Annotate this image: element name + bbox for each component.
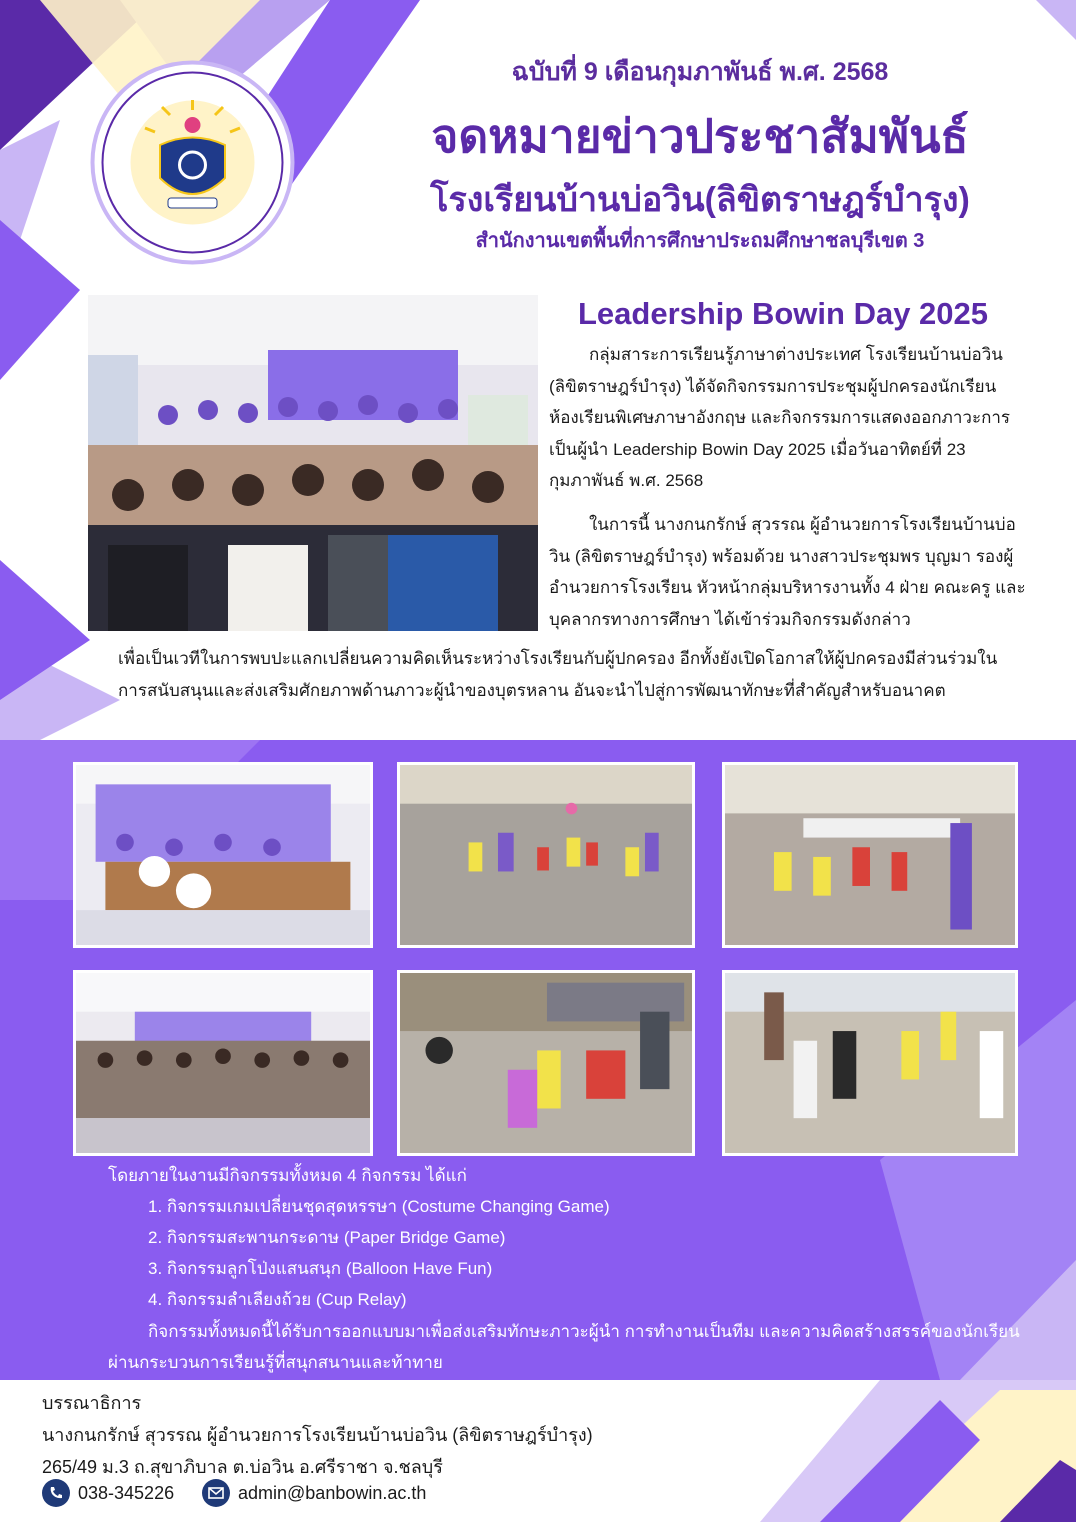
- school-address: 265/49 ม.3 ถ.สุขาภิบาล ต.บ่อวิน อ.ศรีราชา จ.ชลบุรี: [42, 1457, 443, 1477]
- phone-contact[interactable]: [42, 1479, 174, 1507]
- activity-item: 1. กิจกรรมเกมเปลี่ยนชุดสุดหรรษา (Costume Changing Game): [148, 1197, 610, 1216]
- issue-line: ฉบับที่ 9 เดือนกุมภาพันธ์ พ.ศ. 2568: [511, 58, 889, 86]
- gallery-photo-paper-bridge: [722, 762, 1018, 948]
- newsletter-title: จดหมายข่าวประชาสัมพันธ์: [431, 110, 969, 162]
- activity-item: 4. กิจกรรมลำเลียงถ้วย (Cup Relay): [148, 1290, 407, 1309]
- gallery-photo-meeting-panel: [73, 762, 373, 948]
- phone-number: 038-345226: [78, 1482, 175, 1503]
- education-office: สำนักงานเขตพื้นที่การศึกษาประถมศึกษาชลบุรีเขต 3: [475, 230, 925, 252]
- activity-item: 3. กิจกรรมลูกโป่งแสนสนุก (Balloon Have Fun): [148, 1259, 493, 1278]
- school-logo: [90, 60, 295, 265]
- email-icon: [202, 1479, 230, 1507]
- phone-icon: [42, 1479, 70, 1507]
- editor-name: นางกนกรักษ์ สุวรรณ ผู้อำนวยการโรงเรียนบ้านบ่อวิน (ลิขิตราษฎร์บำรุง): [42, 1425, 593, 1445]
- article-headline: Leadership Bowin Day 2025: [577, 296, 989, 331]
- activity-item: 2. กิจกรรมสะพานกระดาษ (Paper Bridge Game): [148, 1228, 506, 1247]
- email-contact[interactable]: [202, 1479, 426, 1507]
- gallery-photo-costume-game: [397, 762, 695, 948]
- gallery-photo-balloon-game: [397, 970, 695, 1156]
- article-paragraph-1: กลุ่มสาระการเรียนรู้ภาษาต่างประเทศ โรงเรียนบ้านบ่อวิน (ลิขิตราษฎร์บำรุง) ได้จัดกิจกรรมการประชุมผู้ปกครองนักเรียนห้องเรียนพิเศษภาษาอังกฤษ และกิจกรรมการแสดงออกภาวะการเป็นผู้นำ Leadership Bowin Day 2025 เมื่อวันอาทิตย์ที่ 23 กุมภาพันธ์ พ.ศ. 2568: [549, 345, 1011, 490]
- gallery-photo-cup-relay: [722, 970, 1018, 1156]
- editor-label: บรรณาธิการ: [42, 1393, 142, 1413]
- article-paragraph-2: ในการนี้ นางกนกรักษ์ สุวรรณ ผู้อำนวยการโรงเรียนบ้านบ่อวิน (ลิขิตราษฎร์บำรุง) พร้อมด้วย นางสาวประชุมพร บุญมา รองผู้อำนวยการโรงเรียน หัวหน้ากลุ่มบริหารงานทั้ง 4 ฝ่าย คณะครู และบุคลากรทางการศึกษา ได้เข้าร่วมกิจกรรมดังกล่าว: [549, 515, 1026, 629]
- school-name: โรงเรียนบ้านบ่อวิน(ลิขิตราษฎร์บำรุง): [430, 181, 970, 219]
- article-paragraph-2-continued: เพื่อเป็นเวทีในการพบปะแลกเปลี่ยนความคิดเห็นระหว่างโรงเรียนกับผู้ปกครอง อีกทั้งยังเปิดโอกาสให้ผู้ปกครองมีส่วนร่วมในการสนับสนุนและส่งเสริมศักยภาพด้านภาวะผู้นำของบุตรหลาน อันจะนำไปสู่การพัฒนาทักษะที่สำคัญสำหรับอนาคต: [118, 649, 998, 700]
- email-address: admin@banbowin.ac.th: [238, 1482, 427, 1503]
- gallery-photo-audience: [73, 970, 373, 1156]
- main-photo-assembly: [88, 295, 538, 631]
- activities-summary: กิจกรรมทั้งหมดนี้ได้รับการออกแบบมาเพื่อส่งเสริมทักษะภาวะผู้นำ การทำงานเป็นทีม และความคิดสร้างสรรค์ของนักเรียน ผ่านกระบวนการเรียนรู้ที่สนุกสนานและท้าทาย: [108, 1322, 1020, 1372]
- activities-intro: โดยภายในงานมีกิจกรรมทั้งหมด 4 กิจกรรม ได้แก่: [108, 1166, 467, 1185]
